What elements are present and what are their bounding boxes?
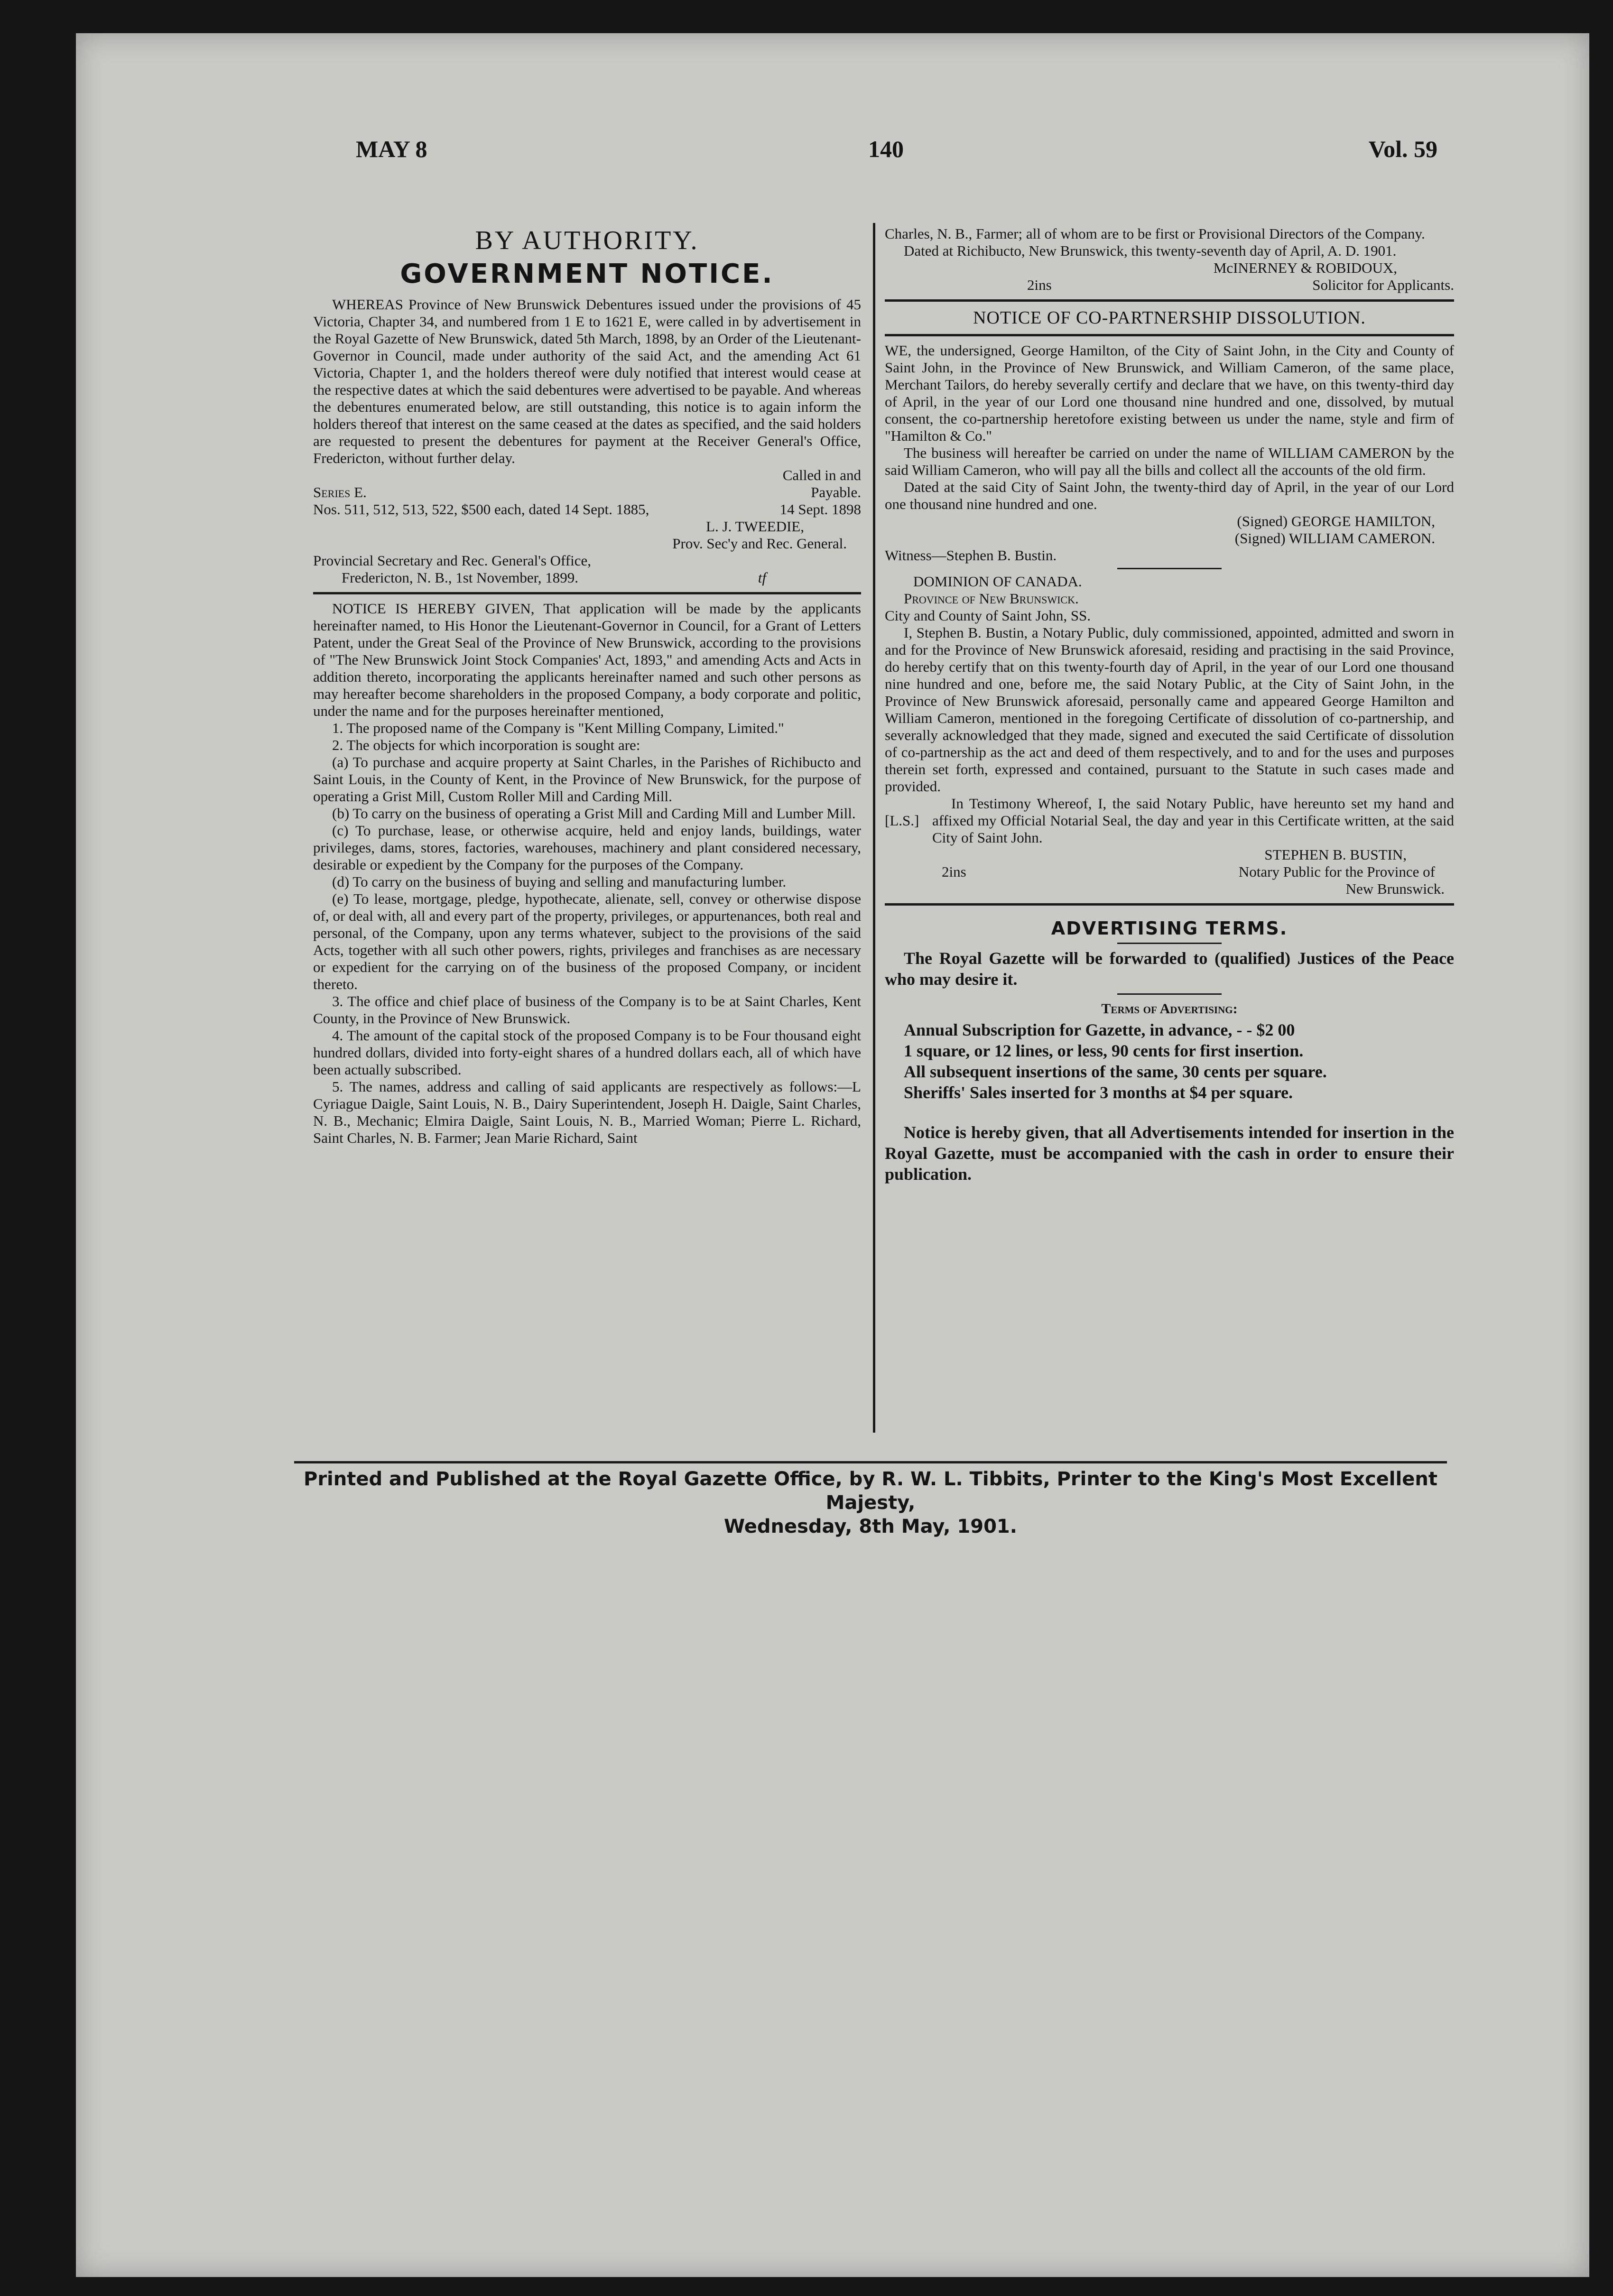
notary-title-row	[885, 863, 1454, 880]
government-notice-heading: GOVERNMENT NOTICE.	[400, 259, 774, 289]
business-continuation: The business will hereafter be carried on under the name of WILLIAM CAMERON by the said William Cameron, who will pay all the bills and collect all the accounts of the old firm.	[885, 444, 1454, 478]
richibucto-dated: Dated at Richibucto, New Brunswick, this twenty-seventh day of April, A. D. 1901.	[904, 242, 1397, 259]
incorporation-notice-intro: NOTICE IS HEREBY GIVEN, That application will be made by the applicants hereinafter named, to His Honor the Lieutenant-Governor in Council, for a Grant of Letters Patent, under the Great Seal of the Province of New Brunswick, according to the provisions of "The New Brunswick Joint Stock Companies' Act, 1893," and amending Acts and Acts in addition thereto, incorporating the applicants hereinafter named and such other persons as may hereafter become shareholders in the proposed Company, a body corporate and politic, under the name and for the purposes hereinafter mentioned,	[313, 600, 861, 719]
item-2e: (e) To lease, mortgage, pledge, hypothecate, alienate, sell, convey or otherwise dispose of, or deal with, all and every part of the property, privileges, or appurtenances, both real and personal, of the Company, upon any terms whatever, subject to the provisions of the said Acts, together with all such other powers, rights, privileges and franchises as are necessary or expedient for the carrying on of the business of the proposed Company, or incident thereto.	[313, 890, 861, 992]
publication-date: Wednesday, 8th May, 1901.	[724, 1516, 1017, 1537]
signature-cameron: (Signed) WILLIAM CAMERON.	[1234, 530, 1435, 546]
footer-rule	[294, 1461, 1447, 1463]
government-notice-body: WHEREAS Province of New Brunswick Debentures issued under the provisions of 45 Victoria, Chapter 34, and numbered from 1 E to 1621 E, were called in by advertisement in the Royal Gazette of New Brunswick, dated 5th March, 1898, by an Order of the Lieutenant-Governor in Council, made under authority of the said Act, and the amending Act 61 Victoria, Chapter 1, and the holders thereof were duly notified that interest would cease at the respective dates at which the said debentures were advertised to be payable. And whereas the debentures enumerated below, are still outstanding, this notice is to again inform the holders thereof that interest on the same ceased at the dates as specified, and the said holders are requested to present the debentures for payment at the Receiver General's Office, Fredericton, without further delay.	[313, 296, 861, 466]
debenture-numbers: Nos. 511, 512, 513, 522, $500 each, dated 14 Sept. 1885,	[313, 501, 649, 518]
debenture-payable-date: 14 Sept. 1898	[779, 501, 861, 518]
right-column	[885, 225, 1454, 1185]
section-rule	[313, 592, 861, 594]
notary-province: New Brunswick.	[1345, 880, 1445, 897]
item-2d: (d) To carry on the business of buying and selling and manufacturing lumber.	[332, 873, 787, 890]
signature-hamilton: (Signed) GEORGE HAMILTON,	[1237, 513, 1435, 529]
item-3: 3. The office and chief place of business of the Company is to be at Saint Charles, Kent County, in the Province of New Brunswick.	[313, 993, 861, 1027]
advertisement-payment-notice: Notice is hereby given, that all Advertisements intended for insertion in the Royal Gazette, must be accompanied with the cash in order to ensure their publication.	[885, 1123, 1454, 1184]
item-4: 4. The amount of the capital stock of the proposed Company is to be Four thousand eight hundred dollars, divided into forty-eight shares of a hundred dollars each, all of which have been actually subscribed.	[313, 1027, 861, 1078]
advertising-terms-heading: ADVERTISING TERMS.	[1051, 918, 1288, 939]
notary-certificate-body: I, Stephen B. Bustin, a Notary Public, duly commissioned, appointed, admitted and sworn in and for the Province of New Brunswick aforesaid, residing and practising in the said Province, do hereby certify that on this twenty-fourth day of April, in the year of our Lord one thousand nine hundred and one, before me, the said Notary Public, at the City of Saint John, in the Province of New Brunswick aforesaid, personally came and appeared George Hamilton and William Cameron, mentioned in the foregoing Certificate of dissolution of co-partnership, and severally acknowledged that they made, signed and executed the said Certificate of dissolution of co-partnership as the act and deed of them respectively, and to and for the uses and purposes therein set forth, expressed and contained, pursuant to the Statute in such cases made and provided.	[885, 624, 1454, 795]
section-rule	[885, 299, 1454, 302]
section-rule	[885, 334, 1454, 336]
advertising-terms	[885, 948, 1454, 1185]
publication-footer	[294, 1461, 1447, 1538]
series-label: Series E.	[313, 484, 367, 500]
short-rule	[1117, 568, 1222, 569]
called-in-label: Called in and	[782, 467, 861, 483]
signer-title: Prov. Sec'y and Rec. General.	[672, 535, 847, 552]
page-number: 140	[868, 136, 904, 162]
section-rule	[885, 903, 1454, 906]
short-rule	[1117, 993, 1222, 995]
notary-name: STEPHEN B. BUSTIN,	[1264, 846, 1407, 863]
printer-line: Printed and Published at the Royal Gazette Office, by R. W. L. Tibbits, Printer to the King's Most Excellent Majesty,	[304, 1468, 1437, 1514]
dominion-line: DOMINION OF CANADA.	[913, 573, 1082, 590]
term-subsequent-insertions: All subsequent insertions of the same, 30 cents per square.	[904, 1062, 1327, 1081]
short-rule	[1117, 943, 1222, 944]
dissolution-body: WE, the undersigned, George Hamilton, of the City of Saint John, in the City and County of Saint John, in the Province of New Brunswick, and William Cameron, of the same place, Merchant Tailors, do hereby severally certify and declare that we have, on this twenty-third day of April, in the year of our Lord one thousand nine hundred and one, dissolved, by mutual consent, the co-partnership heretofore existing between us under the name, style and firm of "Hamilton & Co."	[885, 342, 1454, 444]
term-sheriffs-sales: Sheriffs' Sales inserted for 3 months at $4 per square.	[904, 1083, 1293, 1102]
item-2b: (b) To carry on the business of operating a Grist Mill and Carding Mill and Lumber Mill.	[332, 805, 856, 822]
office-line-2-row	[313, 569, 861, 586]
dissolution-heading: NOTICE OF CO-PARTNERSHIP DISSOLUTION.	[973, 308, 1366, 328]
signer-name: L. J. TWEEDIE,	[706, 518, 804, 535]
notary-title: Notary Public for the Province of	[1238, 863, 1435, 880]
city-county-line: City and County of Saint John, SS.	[885, 607, 1091, 624]
item-5: 5. The names, address and calling of said applicants are respectively as follows:—L Cyriague Daigle, Saint Louis, N. B., Dairy Superintendent, Joseph H. Daigle, Saint Charles, N. B., Mechanic; Elmira Daigle, Saint Louis, N. B., Married Woman; Pierre L. Richard, Saint Charles, N. B. Farmer; Jean Marie Richard, Saint	[313, 1078, 861, 1146]
volume-number: Vol. 59	[1368, 136, 1437, 162]
insertions-count: 2ins	[1027, 277, 1052, 293]
page-header	[280, 135, 1437, 192]
seal-mark: [L.S.]	[885, 812, 919, 829]
term-annual-subscription: Annual Subscription for Gazette, in advance, - - $2 00	[904, 1020, 1295, 1039]
insertions-count-2: 2ins	[942, 863, 966, 880]
item-2: 2. The objects for which incorporation is sought are:	[332, 737, 640, 753]
saint-john-dated: Dated at the said City of Saint John, the twenty-third day of April, in the year of our Lord one thousand nine hundred and one.	[885, 479, 1454, 512]
solicitor-title: Solicitor for Applicants.	[1312, 277, 1454, 293]
office-line-1: Provincial Secretary and Rec. General's Office,	[313, 552, 592, 569]
item-2a: (a) To purchase and acquire property at Saint Charles, in the Parishes of Richibucto and Saint Louis, in the County of Kent, in the Province of New Brunswick, for the purpose of operating a Grist Mill, Custom Roller Mill and Carding Mill.	[313, 754, 861, 805]
left-column	[313, 225, 861, 1147]
term-first-insertion: 1 square, or 12 lines, or less, 90 cents for first insertion.	[904, 1041, 1304, 1060]
series-row	[313, 484, 861, 501]
solicitor-row	[885, 277, 1454, 294]
tf-mark: tf	[758, 569, 766, 586]
office-line-2: Fredericton, N. B., 1st November, 1899.	[342, 569, 578, 586]
applicants-continued: Charles, N. B., Farmer; all of whom are to be first or Provisional Directors of the Company.	[885, 225, 1425, 242]
item-1: 1. The proposed name of the Company is "Kent Milling Company, Limited."	[332, 720, 784, 736]
payable-label: Payable.	[811, 484, 861, 500]
adv-intro: The Royal Gazette will be forwarded to (qualified) Justices of the Peace who may desire it.	[885, 949, 1454, 989]
testimony-text: In Testimony Whereof, I, the said Notary Public, have hereunto set my hand and affixed my Official Notarial Seal, the day and year in this Certificate written, at the said City of Saint John.	[932, 795, 1454, 846]
debenture-numbers-row	[313, 501, 861, 518]
by-authority-heading: BY AUTHORITY.	[475, 226, 699, 255]
province-line: Province of New Brunswick.	[904, 590, 1079, 607]
solicitor-firm: McINERNEY & ROBIDOUX,	[1213, 259, 1397, 276]
testimony-block	[885, 795, 1454, 846]
issue-date: MAY 8	[356, 136, 427, 162]
witness-line: Witness—Stephen B. Bustin.	[885, 547, 1057, 564]
item-2c: (c) To purchase, lease, or otherwise acquire, held and enjoy lands, buildings, water privileges, dams, stores, factories, warehouses, machinery and plant considered necessary, desirable or expedient by the Company for the purposes of the Company.	[313, 822, 861, 873]
terms-label: Terms of Advertising:	[1101, 1001, 1238, 1017]
column-divider	[873, 223, 875, 1433]
